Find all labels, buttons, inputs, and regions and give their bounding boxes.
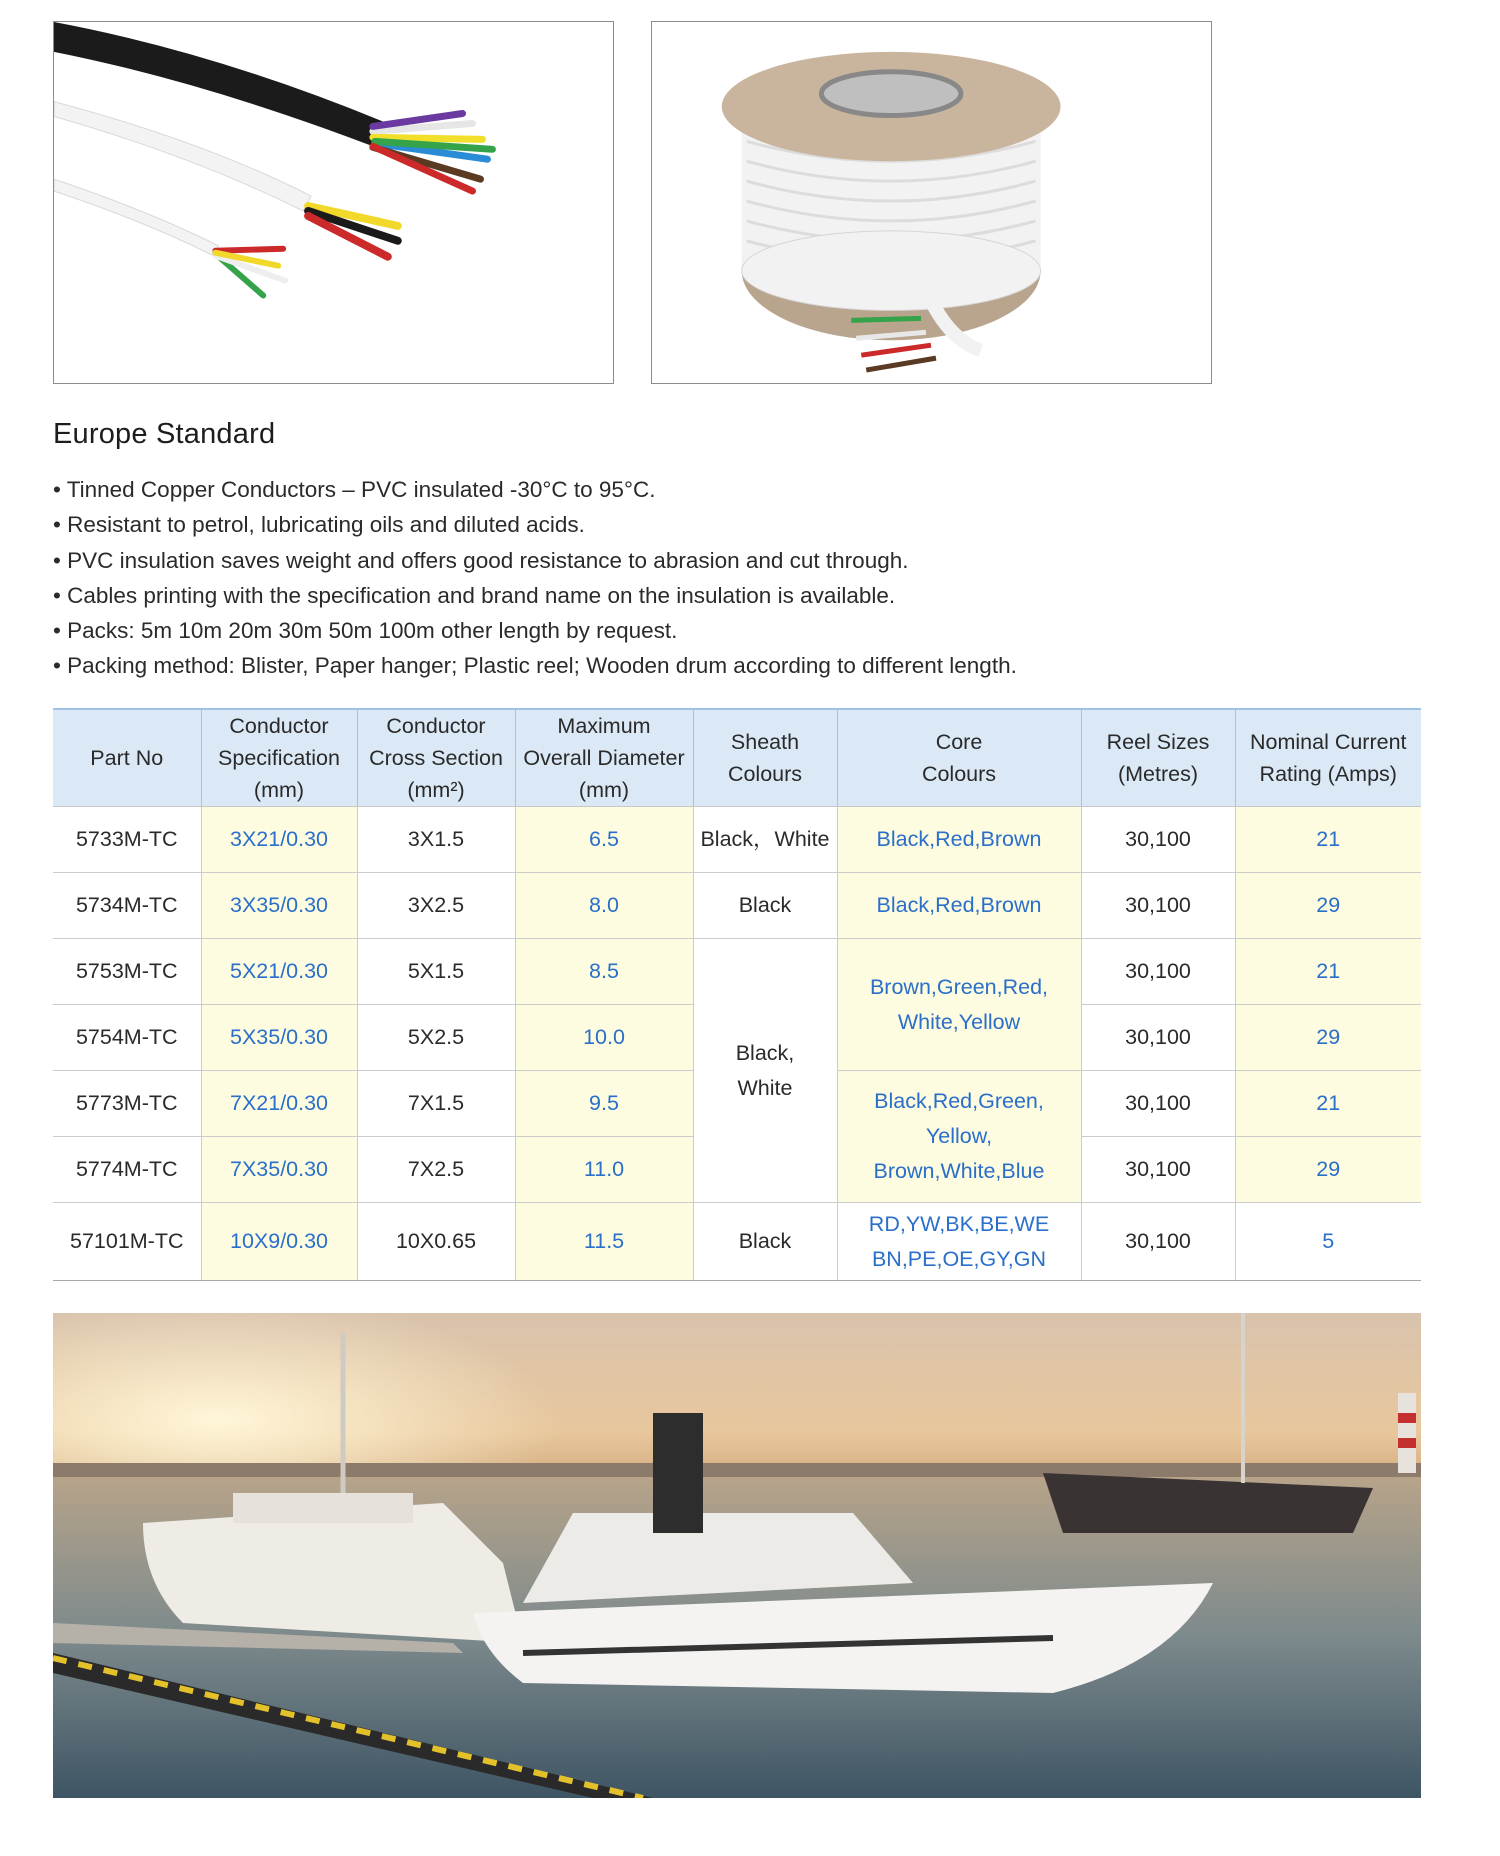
cell-reel: 30,100 bbox=[1081, 873, 1235, 939]
feature-item: • Cables printing with the specification and brand name on the insulation is available. bbox=[53, 582, 896, 608]
cell-conductor-spec: 5X35/0.30 bbox=[201, 1005, 357, 1071]
cell-conductor-spec: 7X21/0.30 bbox=[201, 1071, 357, 1137]
cell-part-no: 57101M-TC bbox=[53, 1203, 201, 1281]
cell-cross-section: 7X2.5 bbox=[357, 1137, 515, 1203]
feature-item: • Packing method: Blister, Paper hanger; Plastic reel; Wooden drum according to different length. bbox=[53, 653, 1017, 679]
cell-current: 21 bbox=[1235, 939, 1421, 1005]
cell-diameter: 6.5 bbox=[515, 807, 693, 873]
cell-cross-section: 5X1.5 bbox=[357, 939, 515, 1005]
cell-cross-section: 3X2.5 bbox=[357, 873, 515, 939]
cell-diameter: 11.5 bbox=[515, 1203, 693, 1281]
marina-yachts-photo bbox=[53, 1313, 1421, 1798]
cell-cross-section: 3X1.5 bbox=[357, 807, 515, 873]
cell-reel: 30,100 bbox=[1081, 1203, 1235, 1281]
cell-sheath: Black bbox=[693, 1203, 837, 1281]
table-header-row bbox=[53, 709, 1421, 807]
cell-diameter: 8.0 bbox=[515, 873, 693, 939]
cell-conductor-spec: 7X35/0.30 bbox=[201, 1137, 357, 1203]
cell-current: 21 bbox=[1235, 1071, 1421, 1137]
cell-diameter: 11.0 bbox=[515, 1137, 693, 1203]
table-row bbox=[53, 807, 1421, 873]
header-core: Core Colours bbox=[837, 709, 1081, 807]
cell-reel: 30,100 bbox=[1081, 1137, 1235, 1203]
feature-item: • PVC insulation saves weight and offers good resistance to abrasion and cut through. bbox=[53, 547, 909, 573]
cell-sheath: Black，White bbox=[693, 807, 837, 873]
cell-core: Black,Red,Brown bbox=[837, 873, 1081, 939]
header-reel: Reel Sizes (Metres) bbox=[1081, 709, 1235, 807]
cell-part-no: 5733M-TC bbox=[53, 807, 201, 873]
cell-core-five: Brown,Green,Red, White,Yellow bbox=[837, 939, 1081, 1071]
cell-core: Black,Red,Brown bbox=[837, 807, 1081, 873]
cell-part-no: 5753M-TC bbox=[53, 939, 201, 1005]
cell-current: 21 bbox=[1235, 807, 1421, 873]
header-current: Nominal Current Rating (Amps) bbox=[1235, 709, 1421, 807]
cell-core-seven: Black,Red,Green, Yellow, Brown,White,Blue bbox=[837, 1071, 1081, 1203]
cell-reel: 30,100 bbox=[1081, 1005, 1235, 1071]
feature-list bbox=[53, 472, 1017, 684]
cell-conductor-spec: 10X9/0.30 bbox=[201, 1203, 357, 1281]
feature-item: • Tinned Copper Conductors – PVC insulated -30°C to 95°C. bbox=[53, 477, 656, 502]
cell-current: 29 bbox=[1235, 873, 1421, 939]
cell-part-no: 5773M-TC bbox=[53, 1071, 201, 1137]
header-diameter: Maximum Overall Diameter (mm) bbox=[515, 709, 693, 807]
cell-diameter: 8.5 bbox=[515, 939, 693, 1005]
cell-conductor-spec: 3X21/0.30 bbox=[201, 807, 357, 873]
cell-part-no: 5734M-TC bbox=[53, 873, 201, 939]
table-row bbox=[53, 939, 1421, 1005]
table-row bbox=[53, 873, 1421, 939]
cell-part-no: 5754M-TC bbox=[53, 1005, 201, 1071]
cable-reel-photo bbox=[651, 21, 1212, 384]
cell-conductor-spec: 5X21/0.30 bbox=[201, 939, 357, 1005]
cell-cross-section: 7X1.5 bbox=[357, 1071, 515, 1137]
feature-item: • Packs: 5m 10m 20m 30m 50m 100m other length by request. bbox=[53, 618, 678, 644]
cell-diameter: 9.5 bbox=[515, 1071, 693, 1137]
header-sheath: Sheath Colours bbox=[693, 709, 837, 807]
cell-core-ten: RD,YW,BK,BE,WE BN,PE,OE,GY,GN bbox=[837, 1203, 1081, 1281]
cell-current: 29 bbox=[1235, 1005, 1421, 1071]
header-conductor-spec: Conductor Specification (mm) bbox=[201, 709, 357, 807]
cell-diameter: 10.0 bbox=[515, 1005, 693, 1071]
cable-ends-photo bbox=[53, 21, 614, 384]
spec-table bbox=[53, 708, 1421, 1281]
table-row bbox=[53, 1203, 1421, 1281]
feature-item: • Resistant to petrol, lubricating oils and diluted acids. bbox=[53, 512, 585, 538]
cell-sheath-group: Black, White bbox=[693, 939, 837, 1203]
header-cross-section: Conductor Cross Section (mm²) bbox=[357, 709, 515, 807]
cell-cross-section: 5X2.5 bbox=[357, 1005, 515, 1071]
header-part-no: Part No bbox=[53, 709, 201, 807]
cell-reel: 30,100 bbox=[1081, 939, 1235, 1005]
cell-sheath: Black bbox=[693, 873, 837, 939]
cell-current: 5 bbox=[1235, 1203, 1421, 1281]
cell-reel: 30,100 bbox=[1081, 807, 1235, 873]
cell-reel: 30,100 bbox=[1081, 1071, 1235, 1137]
cell-cross-section: 10X0.65 bbox=[357, 1203, 515, 1281]
section-title: Europe Standard bbox=[53, 418, 276, 450]
cell-current: 29 bbox=[1235, 1137, 1421, 1203]
cell-part-no: 5774M-TC bbox=[53, 1137, 201, 1203]
cell-conductor-spec: 3X35/0.30 bbox=[201, 873, 357, 939]
